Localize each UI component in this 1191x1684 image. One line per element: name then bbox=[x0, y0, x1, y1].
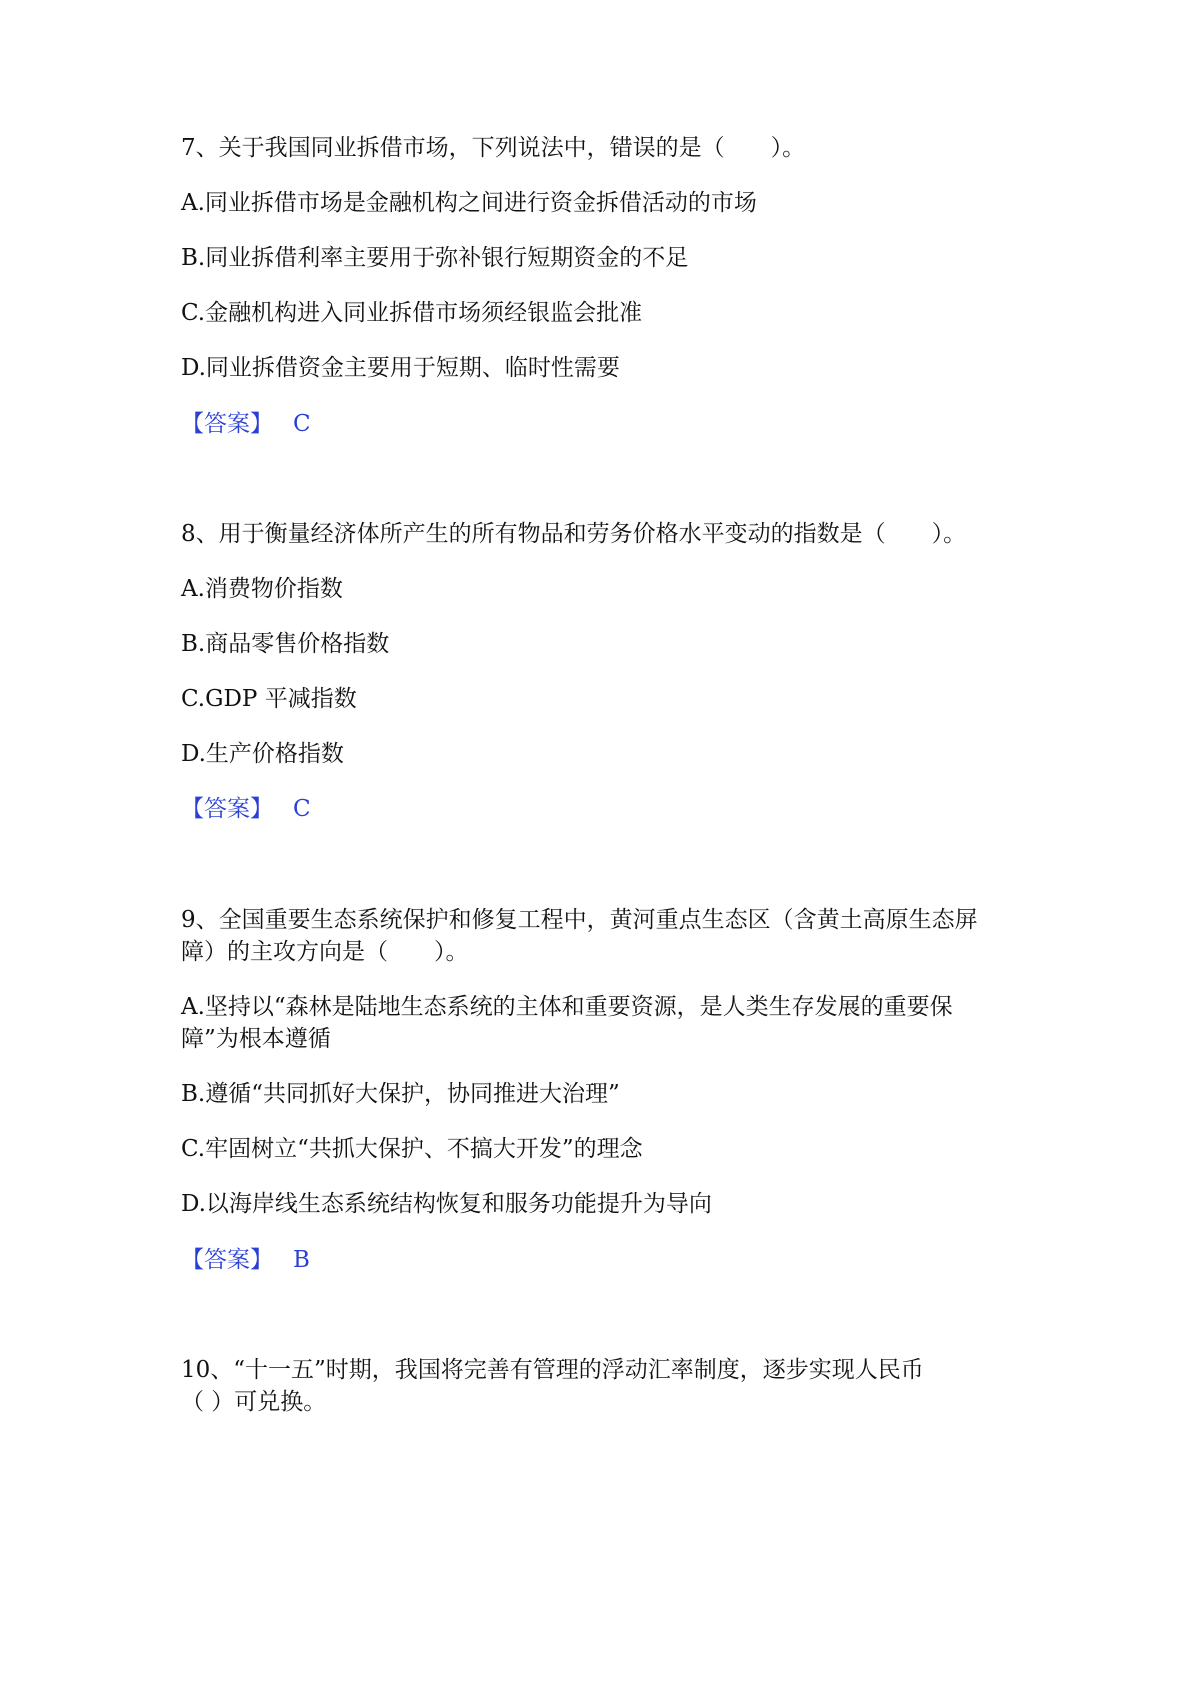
q9-answer bbox=[181, 1244, 310, 1276]
q8-stem: 8、用于衡量经济体所产生的所有物品和劳务价格水平变动的指数是（ ）。 bbox=[181, 521, 967, 547]
q7-option-c: C.金融机构进入同业拆借市场须经银监会批准 bbox=[181, 300, 643, 326]
q9-option-a-line-1: A.坚持以“森林是陆地生态系统的主体和重要资源，是人类生存发展的重要保 bbox=[181, 994, 953, 1020]
q9-stem-line-2: 障）的主攻方向是（ ）。 bbox=[181, 939, 469, 965]
q8-answer bbox=[181, 793, 311, 825]
q7-option-d: D.同业拆借资金主要用于短期、临时性需要 bbox=[181, 355, 620, 381]
q8-option-c: C.GDP 平减指数 bbox=[181, 686, 357, 712]
q9-stem-line-1: 9、全国重要生态系统保护和修复工程中，黄河重点生态区（含黄土高原生态屏 bbox=[181, 907, 978, 933]
q7-option-a: A.同业拆借市场是金融机构之间进行资金拆借活动的市场 bbox=[181, 190, 757, 216]
q9-option-b: B.遵循“共同抓好大保护，协同推进大治理” bbox=[181, 1081, 620, 1107]
q9-option-a-line-2: 障”为根本遵循 bbox=[181, 1026, 331, 1052]
q9-option-c: C.牢固树立“共抓大保护、不搞大开发”的理念 bbox=[181, 1136, 643, 1162]
q8-option-d: D.生产价格指数 bbox=[181, 741, 344, 767]
q8-answer-label: 【答案】 bbox=[181, 796, 273, 822]
q7-answer-label: 【答案】 bbox=[181, 411, 273, 437]
q9-answer-label: 【答案】 bbox=[181, 1247, 273, 1273]
q9-answer-value: B bbox=[293, 1247, 310, 1273]
q7-answer-value: C bbox=[293, 411, 311, 437]
q7-answer bbox=[181, 408, 311, 440]
q9-option-d: D.以海岸线生态系统结构恢复和服务功能提升为导向 bbox=[181, 1191, 712, 1217]
q10-stem-line-2: （ ）可兑换。 bbox=[181, 1389, 327, 1415]
q7-option-b: B.同业拆借利率主要用于弥补银行短期资金的不足 bbox=[181, 245, 689, 271]
q7-stem: 7、关于我国同业拆借市场，下列说法中，错误的是（ ）。 bbox=[181, 135, 806, 161]
q8-option-b: B.商品零售价格指数 bbox=[181, 631, 390, 657]
q8-answer-value: C bbox=[293, 796, 311, 822]
q10-stem-line-1: 10、“十一五”时期，我国将完善有管理的浮动汇率制度，逐步实现人民币 bbox=[181, 1357, 924, 1383]
q8-option-a: A.消费物价指数 bbox=[181, 576, 343, 602]
